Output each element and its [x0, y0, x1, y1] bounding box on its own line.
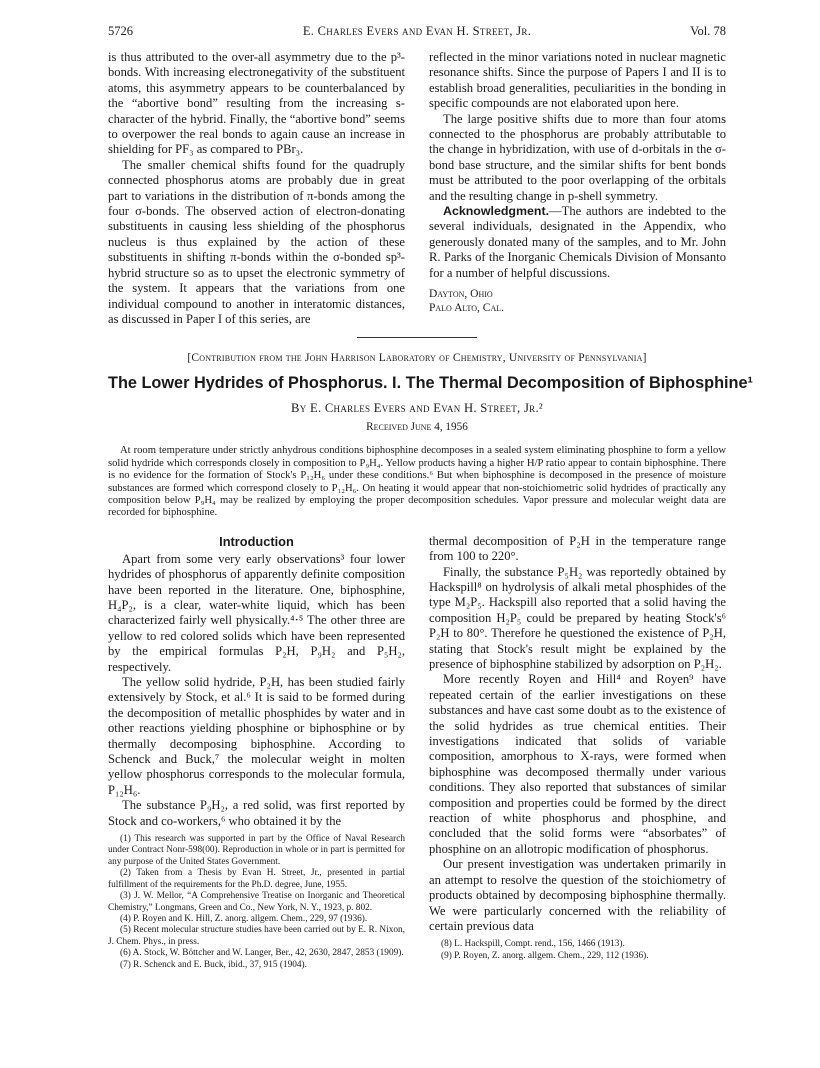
page-number: 5726 — [108, 24, 133, 38]
contribution-line: [Contribution from the John Harrison Laboratory of Chemistry, University of Pennsylvania] — [187, 352, 647, 365]
paragraph: The substance P₉H₂, a red solid, was first reported by Stock and co-workers,⁶ who obtained it by the — [108, 798, 405, 828]
section-divider — [357, 337, 477, 338]
footnote: (1) This research was supported in part by the Office of Naval Research under Contract Nonr-598(00). Reproduction in whole or in part is permitted for any purpose of the United States Government. — [108, 834, 405, 867]
previous-right-column — [429, 50, 726, 327]
running-title: E. Charles Evers and Evan H. Street, Jr. — [302, 24, 532, 38]
article-authors: By E. Charles Evers and Evan H. Street, Jr.² — [291, 401, 543, 416]
paragraph: reflected in the minor variations noted in nuclear magnetic resonance shifts. Since the purpose of Papers I and II is to establish broad generalities, peculiarities in the bonding in specific compounds are not elaborated upon here. — [429, 50, 726, 111]
acknowledgment-paragraph — [429, 204, 726, 281]
journal-page — [108, 22, 753, 971]
place-dayton: Dayton, Ohio — [429, 288, 493, 301]
paragraph: thermal decomposition of P₂H in the temperature range from 100 to 220°. — [429, 533, 726, 564]
footnote: (8) L. Hackspill, Compt. rend., 156, 1466 (1913). — [441, 939, 625, 950]
footnote: (7) R. Schenck and E. Buck, ibid., 37, 915 (1904). — [120, 959, 307, 970]
volume-label: Vol. 78 — [690, 24, 726, 38]
paragraph: The yellow solid hydride, P₂H, has been studied fairly extensively by Stock, et al.⁶ It is said to be formed during the decomposition of metallic phosphides by water and in other reactions yielding phosphine or biphosphine or by thermally decomposing biphosphine. According to Schenck and Buck,⁷ the molecular weight in molten yellow phosphorus corresponds to the molecular formula, P₁₂H₆. — [108, 675, 405, 797]
footnote: (2) Taken from a Thesis by Evan H. Street, Jr., presented in partial fulfillment of the requirements for the Ph.D. degree, June, 1955. — [108, 868, 405, 890]
place-palo-alto: Palo Alto, Cal. — [429, 302, 505, 315]
previous-article-tail — [108, 50, 726, 327]
body-right-column — [429, 534, 726, 971]
paragraph: is thus attributed to the over-all asymmetry due to the p³-bonds. With increasing electronegativity of the substituent atoms, this asymmetry appears to be counterbalanced by the “abortive bond” resulting from the increasing s-character of the hybrid. Finally, the “abortive bond” seems to overpower the real bonds to again cause an increase in shielding for PF₃ as compared to PBr₃. — [108, 50, 405, 157]
paragraph: More recently Royen and Hill⁴ and Royen⁹ have repeated certain of the earlier investigations on these substances and have cast some doubt as to the existence of the solid hydrides as true chemical entities. Their investigations indicated that solids of variable composition, amorphous to X-rays, were formed when biphosphine was decomposed thermally under various conditions. They also reported that substances of similar composition and properties could be formed by the direct reaction of white phosphorus and phosphine, and concluded that the solid forms were “absorbates” of phosphine on an allotropic modification of phosphorus. — [429, 672, 726, 856]
footnote: (6) A. Stock, W. Böttcher and W. Langer, Ber., 42, 2630, 2847, 2853 (1909). — [120, 948, 404, 959]
body-left-column — [108, 534, 405, 971]
abstract: At room temperature under strictly anhydrous conditions biphosphine decomposes in a sealed system eliminating phosphine to form a yellow solid hydride which corresponds closely in composition to P₉H₄. Yellow products having a higher H/P ratio appear to contain biphosphine. There is no evidence for the formation of Stock's P₁₂H₆ under these conditions.⁶ But when biphosphine is decomposed in the presence of moisture substances are formed which correspond closely to P₁₂H₆. On heating it would appear that non-stoichiometric solid hydrides of practically any composition below P₉H₄ may be realized by employing the proper decomposition schedules. Vapor pressure and molecular weight data are recorded for biphosphine. — [108, 445, 726, 519]
paragraph: The smaller chemical shifts found for the quadruply connected phosphorus atoms are probably due in great part to variations in the distribution of π-bonds among the four σ-bonds. The observed action of electron-donating substituents in causing less shielding of the phosphorus nucleus is thus explained by the action of these substituents in shifting π-bonds within the σ-bonded sp³-hybrid structure so as to upset the electronic symmetry of the system. It appears that the variations from one individual compound to another in interatomic distances, as discussed in Paper I of this series, are — [108, 157, 405, 326]
footnote: (5) Recent molecular structure studies have been carried out by E. R. Nixon, J. Chem. Phys., in press. — [108, 925, 405, 947]
footnote: (3) J. W. Mellor, “A Comprehensive Treatise on Inorganic and Theoretical Chemistry,” Longmans, Green and Co., New York, N. Y., 1923, p. 802. — [108, 891, 405, 913]
footnote: (4) P. Royen and K. Hill, Z. anorg. allgem. Chem., 229, 97 (1936). — [120, 913, 368, 924]
article-title: The Lower Hydrides of Phosphorus. I. The Thermal Decomposition of Biphosphine¹ — [108, 374, 753, 393]
introduction-heading: Introduction — [219, 533, 294, 549]
paragraph: Our present investigation was undertaken primarily in an attempt to resolve the question of the stoichiometry of products obtained by decomposing biphosphine thermally. We were particularly concerned with the reliability of certain previous data — [429, 857, 726, 933]
received-date: Received June 4, 1956 — [366, 421, 468, 434]
footnotes-right — [429, 939, 726, 962]
footnotes-left — [108, 834, 405, 971]
acknowledgment-text: —The authors are indebted to the several individuals, designated in the Appendix, who generously donated many of the samples, and to Mr. John R. Parks of the Inorganic Chemicals Division of Monsanto for a number of helpful discussions. — [429, 204, 726, 280]
paragraph: The large positive shifts due to more than four atoms connected to the phosphorus are probably attributable to the change in hybridization, with use of d-orbitals in the σ-bond base structure, and the similar shifts for bent bonds must be attributed to the poor overlapping of the orbitals and the resulting change in p-shell symmetry. — [429, 111, 726, 203]
paragraph: Finally, the substance P₅H₂ was reportedly obtained by Hackspill⁸ on hydrolysis of alkali metal phosphides of the type M₂P₅. Hackspill also reported that a solid having the composition H₂P₅ could be prepared by heating Stock's⁶ P₂H to 80°. Therefore he questioned the existence of P₂H, stating that Stock's result might be explained by the presence of biphosphine stabilized by adsorption on P₂H₂. — [429, 564, 726, 671]
footnote: (9) P. Royen, Z. anorg. allgem. Chem., 229, 112 (1936). — [441, 950, 649, 961]
acknowledgment-heading: Acknowledgment. — [443, 204, 550, 219]
previous-left-column — [108, 50, 405, 327]
paragraph: Apart from some very early observations³ four lower hydrides of phosphorus of apparently definite composition have been reported in the literature. One, biphosphine, H₄P₂, is a clear, water-white liquid, which has been characterized fairly well physically.⁴⋅⁵ The other three are yellow to red colored solids which have been represented by the empirical formulas P₂H, P₉H₂ and P₅H₂, respectively. — [108, 551, 405, 674]
running-header — [108, 22, 726, 42]
article-body — [108, 534, 726, 971]
